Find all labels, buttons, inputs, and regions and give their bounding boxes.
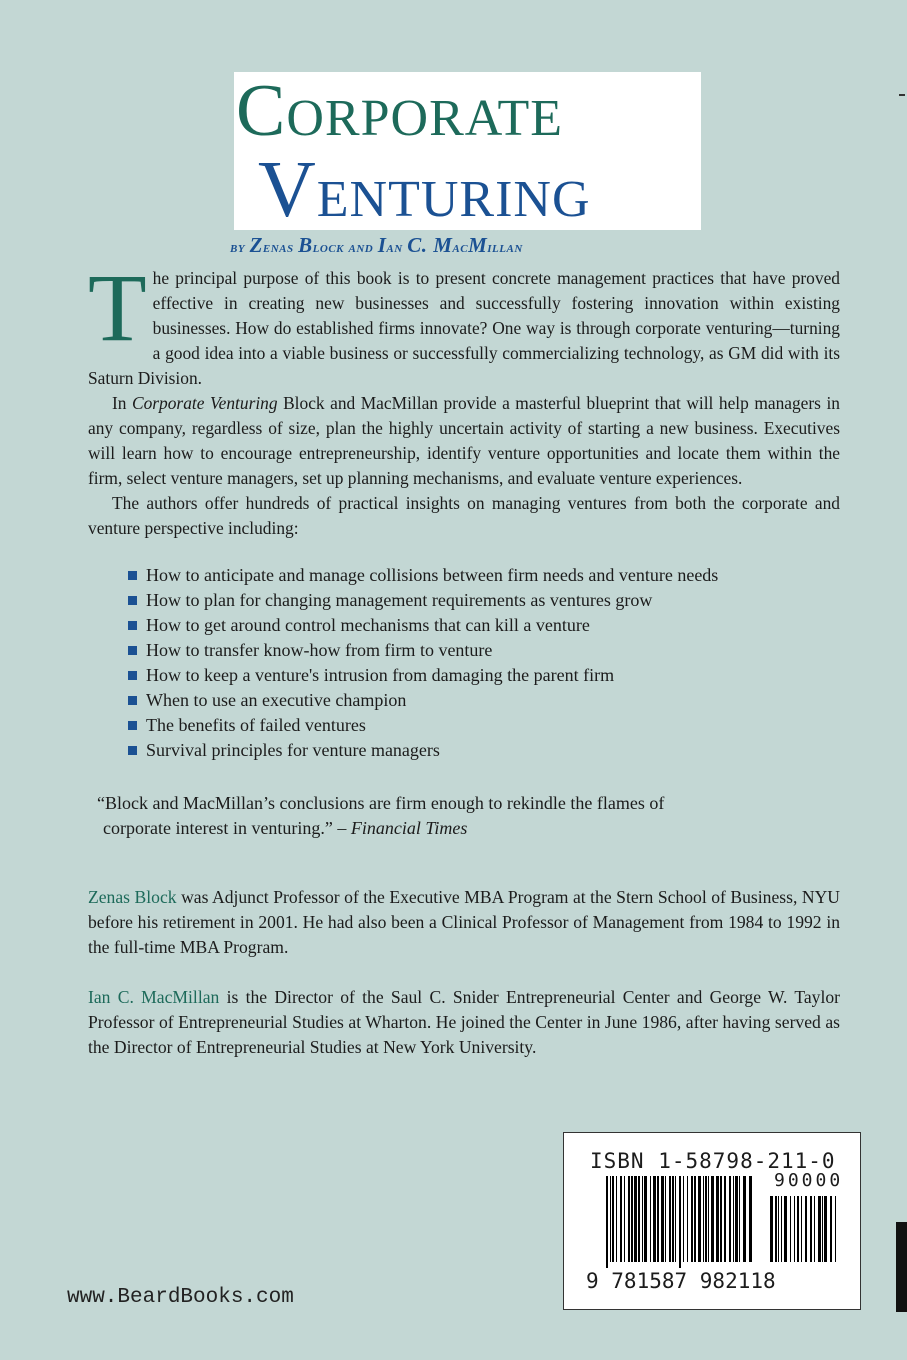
- byline-text: B: [298, 233, 313, 257]
- barcode-bar: [669, 1176, 671, 1262]
- bullet-square-icon: [128, 721, 137, 730]
- isbn-text: ISBN 1-58798-211-0: [590, 1149, 836, 1173]
- barcode-bar: [679, 1176, 681, 1268]
- byline-text: enas: [262, 239, 299, 256]
- barcode-bar: [781, 1196, 782, 1262]
- barcode-bar: [814, 1196, 815, 1262]
- list-item: [128, 688, 840, 713]
- paragraph-2: [88, 391, 840, 491]
- barcode-bar: [775, 1196, 777, 1262]
- byline-text: C.: [407, 233, 434, 257]
- barcode-bar: [705, 1176, 707, 1262]
- barcode-bar: [790, 1196, 791, 1262]
- list-item-text: How to anticipate and manage collisions between firm needs and venture needs: [146, 565, 719, 585]
- quote-line: “Block and MacMillan’s conclusions are firm enough to rekindle the flames of: [97, 793, 665, 813]
- ean-number: 9 781587 982118: [586, 1269, 776, 1293]
- barcode-bar: [665, 1176, 666, 1262]
- barcode-bars: [604, 1176, 844, 1268]
- barcode-bar: [642, 1176, 643, 1262]
- quote-text: corporate interest in venturing.” –: [103, 818, 351, 838]
- barcode-bar: [631, 1176, 633, 1262]
- barcode-bar: [634, 1176, 637, 1262]
- price-code: 90000: [774, 1170, 844, 1191]
- author-bio-block: [88, 885, 840, 960]
- drop-cap: T: [88, 254, 147, 361]
- barcode-bar: [835, 1196, 836, 1262]
- barcode-bar: [661, 1176, 664, 1262]
- author-name: Zenas Block: [88, 887, 177, 907]
- title-rest: ORPORATE: [286, 90, 564, 147]
- bullet-square-icon: [128, 696, 137, 705]
- title-rest: ENTURING: [316, 171, 591, 228]
- publisher-url: www.BeardBooks.com: [67, 1286, 294, 1309]
- barcode-bar: [683, 1176, 684, 1262]
- list-item: [128, 738, 840, 763]
- author-bio-macmillan: [88, 985, 840, 1060]
- isbn-barcode: [563, 1132, 861, 1310]
- barcode-bar: [687, 1176, 688, 1262]
- bullet-square-icon: [128, 671, 137, 680]
- bullet-square-icon: [128, 571, 137, 580]
- quote-source: Financial Times: [350, 818, 468, 838]
- edge-mark: [896, 1222, 907, 1312]
- byline-text: an: [386, 239, 408, 256]
- barcode-bar: [703, 1176, 704, 1262]
- barcode-bar: [672, 1176, 674, 1262]
- barcode-bar: [824, 1196, 827, 1262]
- list-item-text: When to use an executive champion: [146, 690, 407, 710]
- barcode-bar: [616, 1176, 617, 1262]
- insights-list: [128, 563, 840, 763]
- barcode-bar: [612, 1176, 614, 1262]
- barcode-bar: [805, 1196, 807, 1262]
- quote-line: [97, 816, 797, 841]
- barcode-bar: [716, 1176, 719, 1262]
- barcode-bar: [749, 1176, 752, 1262]
- barcode-bar: [644, 1176, 647, 1262]
- barcode-bar: [797, 1196, 799, 1262]
- barcode-bar: [729, 1176, 731, 1262]
- barcode-bar: [628, 1176, 630, 1262]
- barcode-bar: [724, 1176, 726, 1262]
- barcode-bar: [794, 1196, 795, 1262]
- barcode-bar: [708, 1176, 709, 1262]
- author-byline: [230, 233, 523, 260]
- list-item-text: How to get around control mechanisms that can kill a venture: [146, 615, 590, 635]
- book-title-italic: Corporate Venturing: [131, 393, 278, 413]
- title-initial: C: [236, 70, 287, 152]
- barcode-bar: [610, 1176, 611, 1262]
- barcode-bar: [638, 1176, 640, 1262]
- barcode-bar: [653, 1176, 656, 1262]
- barcode-bar: [694, 1176, 696, 1262]
- byline-text: M: [433, 233, 453, 257]
- bio-text: is the Director of the Saul C. Snider Entrepreneurial Center and George W. Taylor Professor of Entrepreneurial Studies at Wharton. He joined the Center in June 1986, after having served as the Director of Entrepreneurial Studies at New York University.: [88, 987, 840, 1057]
- barcode-bar: [801, 1196, 802, 1262]
- review-quote: [97, 791, 797, 841]
- title-line-2: [258, 146, 591, 234]
- barcode-bar: [606, 1176, 608, 1268]
- list-item: [128, 713, 840, 738]
- barcode-bar: [675, 1176, 676, 1262]
- paragraph-text: In: [112, 393, 132, 413]
- list-item: [128, 563, 840, 588]
- byline-text: Z: [249, 233, 263, 257]
- list-item-text: The benefits of failed ventures: [146, 715, 366, 735]
- list-item-text: How to keep a venture's intrusion from damaging the parent firm: [146, 665, 615, 685]
- bullet-square-icon: [128, 646, 137, 655]
- list-item: [128, 638, 840, 663]
- byline-text: M: [468, 233, 488, 257]
- barcode-bar: [735, 1176, 738, 1262]
- title-line-1: [236, 70, 564, 152]
- barcode-bar: [657, 1176, 659, 1262]
- list-item-text: Survival principles for venture managers: [146, 740, 440, 760]
- author-name: Ian C. MacMillan: [88, 987, 220, 1007]
- bullet-square-icon: [128, 746, 137, 755]
- list-item: [128, 613, 840, 638]
- barcode-bar: [733, 1176, 734, 1262]
- text-column: [88, 254, 841, 1060]
- barcode-bar: [711, 1176, 714, 1262]
- bullet-square-icon: [128, 621, 137, 630]
- barcode-bar: [720, 1176, 722, 1262]
- barcode-bar: [778, 1196, 779, 1262]
- paragraph-1: [88, 254, 840, 391]
- barcode-bar: [770, 1196, 773, 1262]
- description: [88, 254, 840, 541]
- byline-text: lock and: [312, 239, 378, 256]
- barcode-bar: [620, 1176, 622, 1262]
- list-item-text: How to transfer know-how from firm to venture: [146, 640, 493, 660]
- barcode-bar: [739, 1176, 740, 1262]
- barcode-bar: [822, 1196, 823, 1262]
- bio-text: was Adjunct Professor of the Executive MBA Program at the Stern School of Business, NYU before his retirement in 2001. He had also been a Clinical Professor of Management from 1984 to 1992 in the full-time MBA Program.: [88, 887, 841, 957]
- barcode-bar: [650, 1176, 651, 1262]
- barcode-bar: [818, 1196, 821, 1262]
- barcode-bar: [810, 1196, 812, 1262]
- bullet-square-icon: [128, 596, 137, 605]
- list-item: [128, 588, 840, 613]
- list-item: [128, 663, 840, 688]
- byline-text: illan: [487, 239, 523, 256]
- paragraph-3: The authors offer hundreds of practical insights on managing ventures from both the corporate and venture perspective including:: [88, 493, 840, 538]
- title-initial: V: [258, 146, 317, 234]
- barcode-bar: [624, 1176, 625, 1262]
- edge-mark: [899, 94, 905, 96]
- paragraph-text: he principal purpose of this book is to present concrete management practices that have proved effective in creating new businesses and successfully fostering innovation within existing businesses. How do established firms innovate? One way is through corporate venturing—turning a good idea into a viable business or successfully commercializing technology, as GM did with its Saturn Division.: [88, 268, 840, 388]
- paragraph-text: Block and MacMillan provide a masterful blueprint that will help managers in any company, regardless of size, plan the highly uncertain activity of starting a new business. Executives will learn how to encourage entrepreneurship, identify venture opportunities and locate them within the firm, select venture managers, set up planning mechanisms, and evaluate venture experiences.: [88, 393, 840, 488]
- byline-text: by: [230, 239, 250, 256]
- byline-text: I: [377, 233, 387, 257]
- list-item-text: How to plan for changing management requirements as ventures grow: [146, 590, 653, 610]
- barcode-bar: [830, 1196, 832, 1262]
- barcode-bar: [743, 1176, 746, 1262]
- barcode-bar: [691, 1176, 693, 1262]
- byline-text: ac: [452, 239, 469, 256]
- barcode-bar: [698, 1176, 701, 1262]
- barcode-bar: [784, 1196, 787, 1262]
